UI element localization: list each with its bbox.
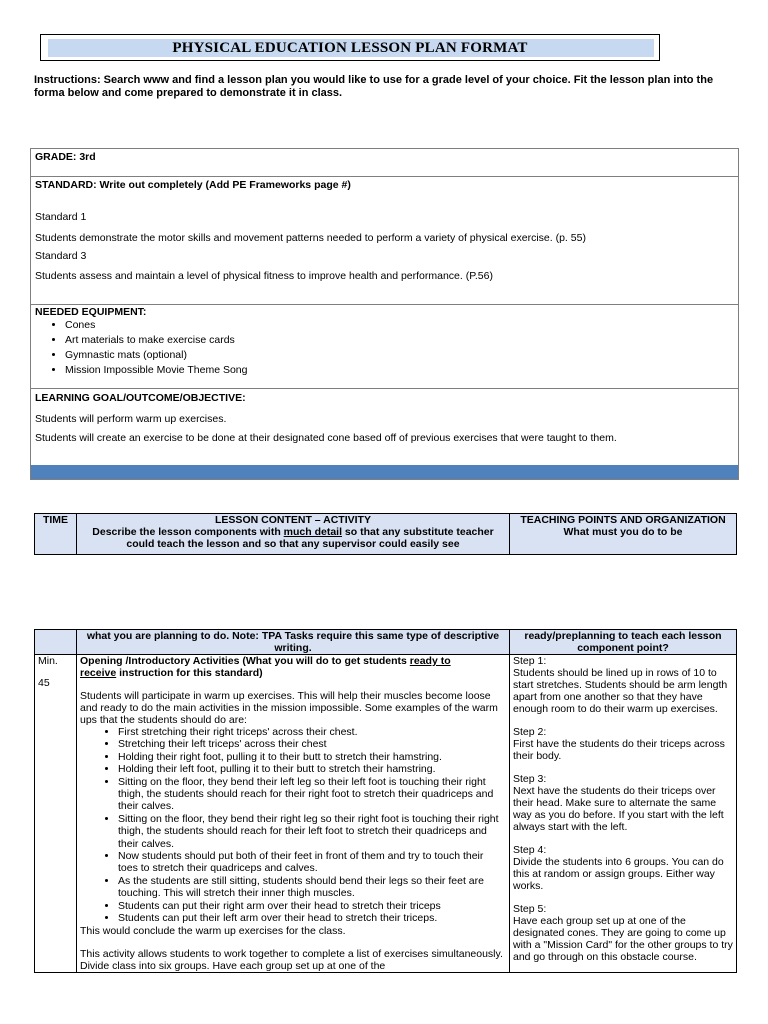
- time-cell: [35, 655, 77, 973]
- list-item: • Holding their right foot, pulling it to their butt to stretch their hamstring.: [118, 751, 506, 763]
- lesson-content-cell: [77, 655, 510, 973]
- list-item: • Art materials to make exercise cards: [65, 333, 734, 348]
- time-label: Min.: [38, 655, 58, 667]
- step-label: Step 4:: [513, 844, 547, 856]
- warmup-list: [80, 726, 506, 925]
- step-label: Step 2:: [513, 726, 547, 738]
- time-header-cont: [35, 630, 77, 655]
- equipment-heading: NEEDED EQUIPMENT:: [35, 306, 147, 318]
- activity-table-header: [34, 513, 737, 555]
- opening-heading: Opening /Introductory Activities (What you will do to get students ready to receive instruction for this standard): [80, 655, 451, 679]
- step-text: Students should be lined up in rows of 10 to start stretches. Students should be arm length apart from one another so that they have enough room to do their warm up exercises.: [513, 667, 728, 715]
- list-item: • Gymnastic mats (optional): [65, 348, 734, 363]
- list-item: • Sitting on the floor, they bend their left leg so their left foot is touching their right thigh, the students should reach for their right foot to stretch their quadriceps and their calves.: [118, 776, 506, 813]
- instructions: Instructions: Search www and find a lesson plan you would like to use for a grade level of your choice. Fit the lesson plan into the forma below and come prepared to demonstrate it in class.: [34, 74, 714, 99]
- standard-1-label: Standard 1: [35, 211, 87, 223]
- list-item: • Students can put their left arm over their head to stretch their triceps.: [118, 912, 506, 924]
- list-item: • Stretching their left triceps' across their chest: [118, 738, 506, 750]
- standard-3-text: Students assess and maintain a level of physical fitness to improve health and performance. (P.56): [35, 270, 493, 282]
- step-label: Step 3:: [513, 773, 547, 785]
- grade-label: GRADE: 3rd: [35, 151, 96, 163]
- step-text: Next have the students do their triceps over their head. Make sure to alternate the same way as you do before. If you start with the left always start with the left.: [513, 785, 724, 833]
- list-item: • Students can put their right arm over their head to stretch their triceps: [118, 900, 506, 912]
- teaching-header-title: TEACHING POINTS AND ORGANIZATION: [520, 514, 726, 526]
- objective-line-2: Students will create an exercise to be done at their designated cone based off of previous exercises that were taught to them.: [35, 432, 617, 444]
- list-item: • Mission Impossible Movie Theme Song: [65, 363, 734, 378]
- activity-table: [34, 629, 737, 973]
- step-text: First have the students do their triceps across their body.: [513, 738, 725, 762]
- warmup-intro: Students will participate in warm up exercises. This will help their muscles become loose and ready to do the main activities in the mission impossible. Some examples of the warm ups that the students should do are:: [80, 690, 498, 726]
- list-item: • First stretching their right triceps' across their chest.: [118, 726, 506, 738]
- list-item: • Cones: [65, 318, 734, 333]
- standard-heading: STANDARD: Write out completely (Add PE Frameworks page #): [35, 179, 351, 191]
- equipment-list: [31, 318, 734, 378]
- page-title: PHYSICAL EDUCATION LESSON PLAN FORMAT: [172, 40, 528, 56]
- content-header: [77, 514, 510, 555]
- standard-1-text: Students demonstrate the motor skills and movement patterns needed to perform a variety of physical exercise. (p. 55): [35, 232, 586, 244]
- teaching-header: [510, 514, 737, 555]
- teaching-header-desc: What must you do to be: [563, 526, 683, 538]
- step-text: Divide the students into 6 groups. You can do this at random or assign groups. Either way works.: [513, 856, 724, 892]
- step-text: Have each group set up at one of the designated cones. They are going to come up with a "Mission Card" for the other groups to try and go through on this obstacle course.: [513, 915, 733, 963]
- teaching-header-cont: ready/preplanning to teach each lesson component point?: [510, 630, 737, 655]
- list-item: • As the students are still sitting, students should bend their legs so their feet are touching. This will stretch their inner thigh muscles.: [118, 875, 506, 900]
- objective-heading: LEARNING GOAL/OUTCOME/OBJECTIVE:: [35, 392, 246, 404]
- list-item: • Holding their left foot, pulling it to their butt to stretch their hamstring.: [118, 763, 506, 775]
- content-header-cont: what you are planning to do. Note: TPA Tasks require this same type of descriptive writing.: [77, 630, 510, 655]
- list-item: • Now students should put both of their feet in front of them and try to touch their toes to stretch their quadriceps and calves.: [118, 850, 506, 875]
- activity-description: This activity allows students to work together to complete a list of exercises simultaneously. Divide class into six groups. Have each group set up at one of the: [80, 947, 503, 972]
- standard-3-label: Standard 3: [35, 250, 87, 262]
- blue-divider-bar: [31, 465, 738, 479]
- warmup-conclusion: This would conclude the warm up exercises for the class.: [80, 924, 346, 937]
- step-label: Step 5:: [513, 903, 547, 915]
- list-item: • Sitting on the floor, they bend their right leg so their right foot is touching their right thigh, the students should reach for their left foot to stretch their quadriceps and their calves.: [118, 813, 506, 850]
- content-header-title: LESSON CONTENT – ACTIVITY: [215, 514, 371, 526]
- content-header-desc: Describe the lesson components with much detail so that any substitute teacher could teach the lesson and so that any supervisor could easily see: [92, 526, 494, 550]
- lesson-info-table: [30, 148, 739, 480]
- time-value: 45: [38, 677, 50, 689]
- teaching-points-cell: [510, 655, 737, 973]
- objective-line-1: Students will perform warm up exercises.: [35, 413, 227, 425]
- step-label: Step 1:: [513, 655, 547, 667]
- time-header: TIME: [35, 514, 77, 555]
